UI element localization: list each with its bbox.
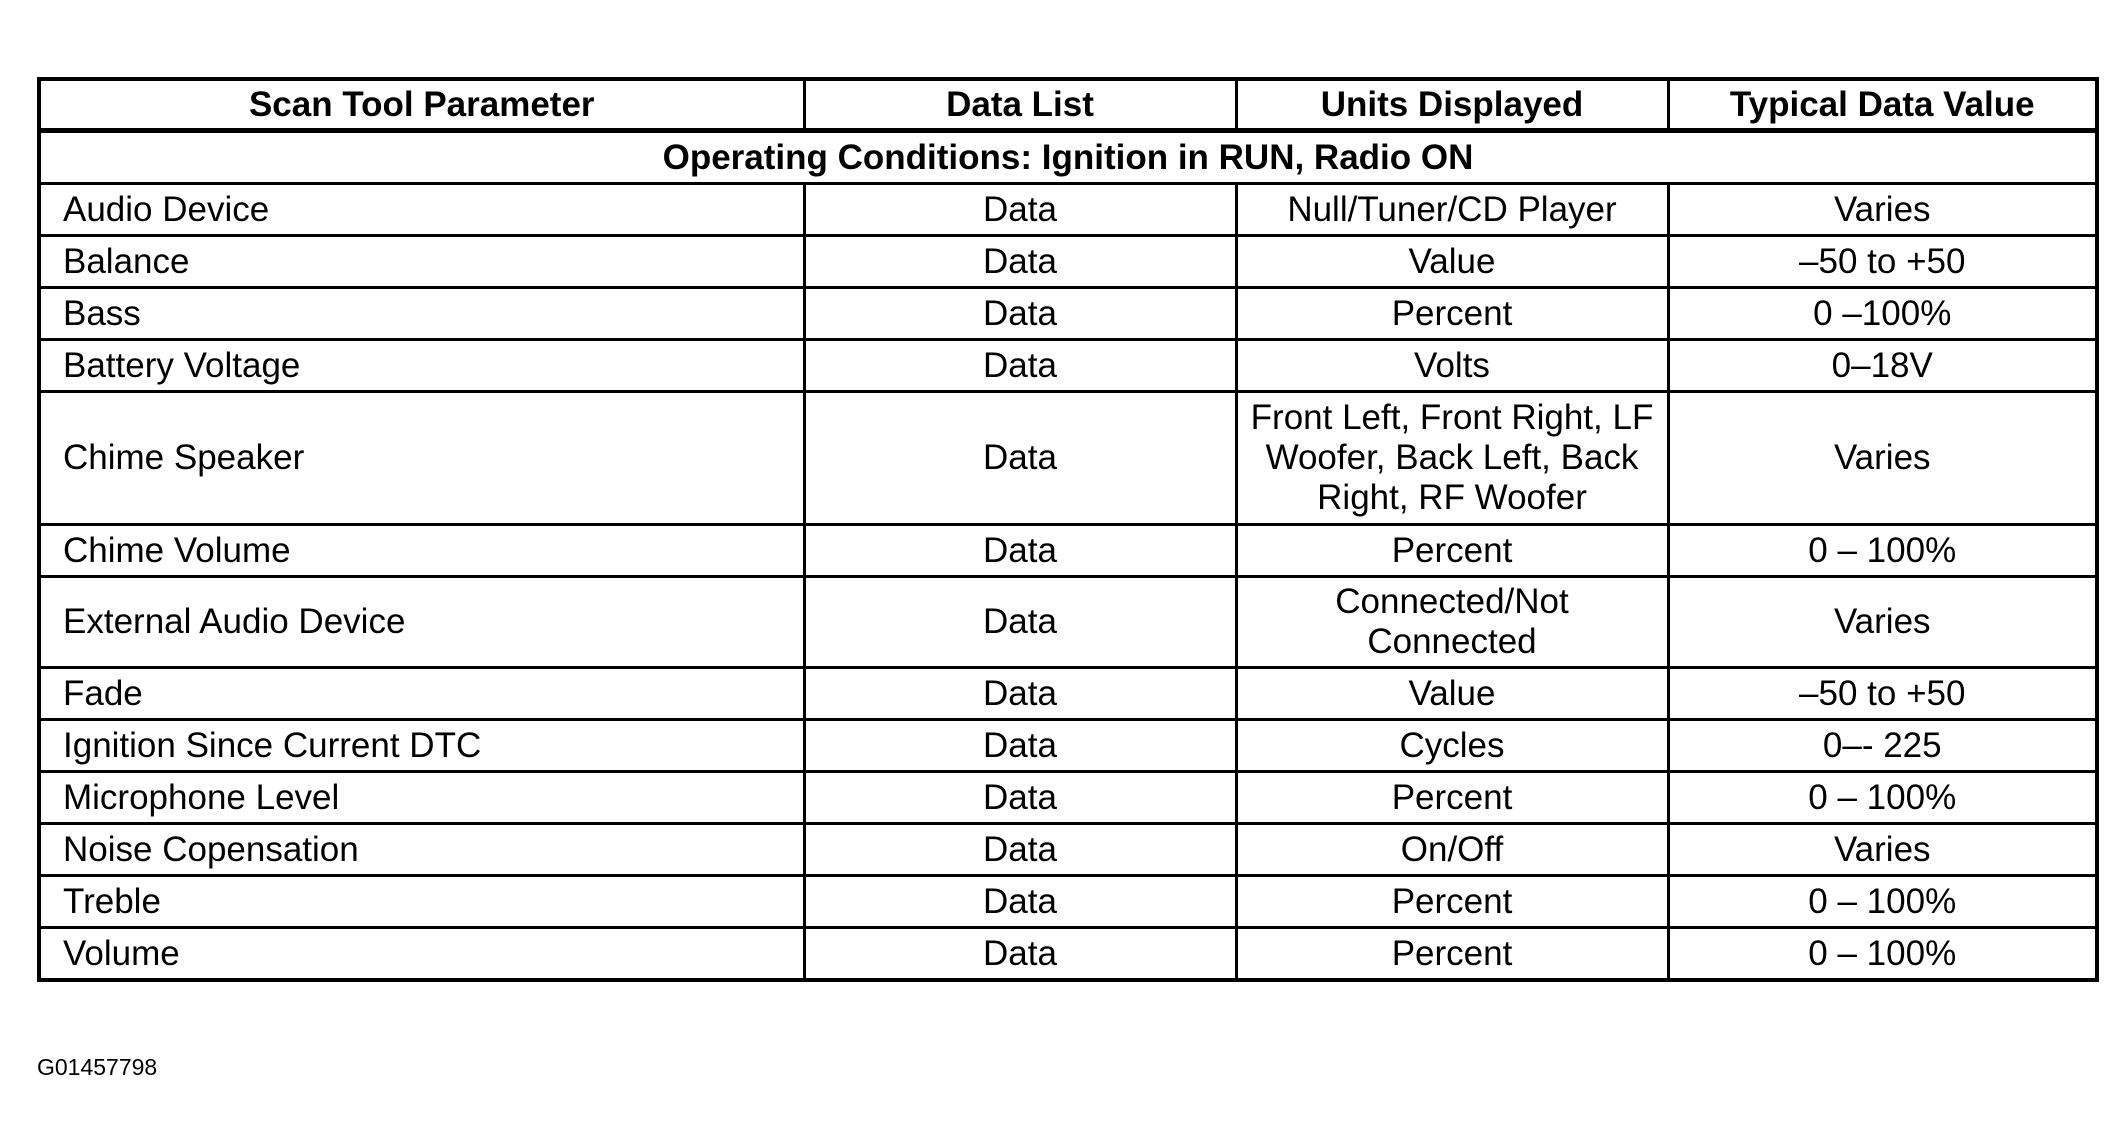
data-list-cell: Data — [804, 525, 1236, 577]
units-cell: Connected/Not Connected — [1236, 577, 1668, 668]
data-list-cell: Data — [804, 392, 1236, 525]
parameter-cell: Microphone Level — [39, 772, 804, 824]
table-row — [39, 772, 2097, 824]
data-list-cell: Data — [804, 577, 1236, 668]
table-row — [39, 288, 2097, 340]
table-row — [39, 184, 2097, 236]
units-cell: Percent — [1236, 876, 1668, 928]
data-list-cell: Data — [804, 236, 1236, 288]
units-cell: Percent — [1236, 928, 1668, 981]
typical-value-cell: 0 – 100% — [1668, 928, 2097, 981]
parameter-cell: Chime Speaker — [39, 392, 804, 525]
units-cell: Value — [1236, 668, 1668, 720]
data-list-cell: Data — [804, 288, 1236, 340]
header-data-list: Data List — [804, 79, 1236, 131]
scan-tool-data-table — [37, 77, 2099, 982]
table-row — [39, 720, 2097, 772]
units-cell: Volts — [1236, 340, 1668, 392]
typical-value-cell: 0 – 100% — [1668, 876, 2097, 928]
typical-value-cell: Varies — [1668, 824, 2097, 876]
units-cell: Percent — [1236, 772, 1668, 824]
parameter-cell: External Audio Device — [39, 577, 804, 668]
table-row — [39, 392, 2097, 525]
parameter-cell: Chime Volume — [39, 525, 804, 577]
typical-value-cell: 0 – 100% — [1668, 525, 2097, 577]
typical-value-cell: 0–18V — [1668, 340, 2097, 392]
header-row — [39, 79, 2097, 131]
parameter-cell: Battery Voltage — [39, 340, 804, 392]
typical-value-cell: –50 to +50 — [1668, 668, 2097, 720]
table-row — [39, 236, 2097, 288]
parameter-cell: Volume — [39, 928, 804, 981]
units-cell: Value — [1236, 236, 1668, 288]
header-units-displayed: Units Displayed — [1236, 79, 1668, 131]
typical-value-cell: –50 to +50 — [1668, 236, 2097, 288]
data-list-cell: Data — [804, 876, 1236, 928]
header-typical-data-value: Typical Data Value — [1668, 79, 2097, 131]
table-row — [39, 824, 2097, 876]
units-cell: Percent — [1236, 525, 1668, 577]
table-row — [39, 928, 2097, 981]
parameter-cell: Fade — [39, 668, 804, 720]
typical-value-cell: Varies — [1668, 577, 2097, 668]
units-cell: Cycles — [1236, 720, 1668, 772]
parameter-cell: Balance — [39, 236, 804, 288]
table-row — [39, 668, 2097, 720]
table-row — [39, 525, 2097, 577]
table-row — [39, 577, 2097, 668]
data-list-cell: Data — [804, 720, 1236, 772]
parameter-cell: Treble — [39, 876, 804, 928]
units-cell: Percent — [1236, 288, 1668, 340]
data-list-cell: Data — [804, 772, 1236, 824]
data-list-cell: Data — [804, 184, 1236, 236]
data-list-cell: Data — [804, 928, 1236, 981]
parameter-cell: Audio Device — [39, 184, 804, 236]
table-row — [39, 340, 2097, 392]
parameter-cell: Ignition Since Current DTC — [39, 720, 804, 772]
data-list-cell: Data — [804, 824, 1236, 876]
typical-value-cell: 0–- 225 — [1668, 720, 2097, 772]
figure-id-label: G01457798 — [37, 1054, 158, 1080]
data-list-cell: Data — [804, 340, 1236, 392]
table-row — [39, 876, 2097, 928]
header-scan-tool-parameter: Scan Tool Parameter — [39, 79, 804, 131]
units-cell: Null/Tuner/CD Player — [1236, 184, 1668, 236]
units-cell: On/Off — [1236, 824, 1668, 876]
operating-conditions: Operating Conditions: Ignition in RUN, Radio ON — [39, 131, 2097, 184]
units-cell: Front Left, Front Right, LF Woofer, Back Left, Back Right, RF Woofer — [1236, 392, 1668, 525]
typical-value-cell: 0 –100% — [1668, 288, 2097, 340]
parameter-cell: Noise Copensation — [39, 824, 804, 876]
typical-value-cell: 0 – 100% — [1668, 772, 2097, 824]
operating-conditions-row — [39, 131, 2097, 184]
typical-value-cell: Varies — [1668, 184, 2097, 236]
parameter-cell: Bass — [39, 288, 804, 340]
typical-value-cell: Varies — [1668, 392, 2097, 525]
data-list-cell: Data — [804, 668, 1236, 720]
